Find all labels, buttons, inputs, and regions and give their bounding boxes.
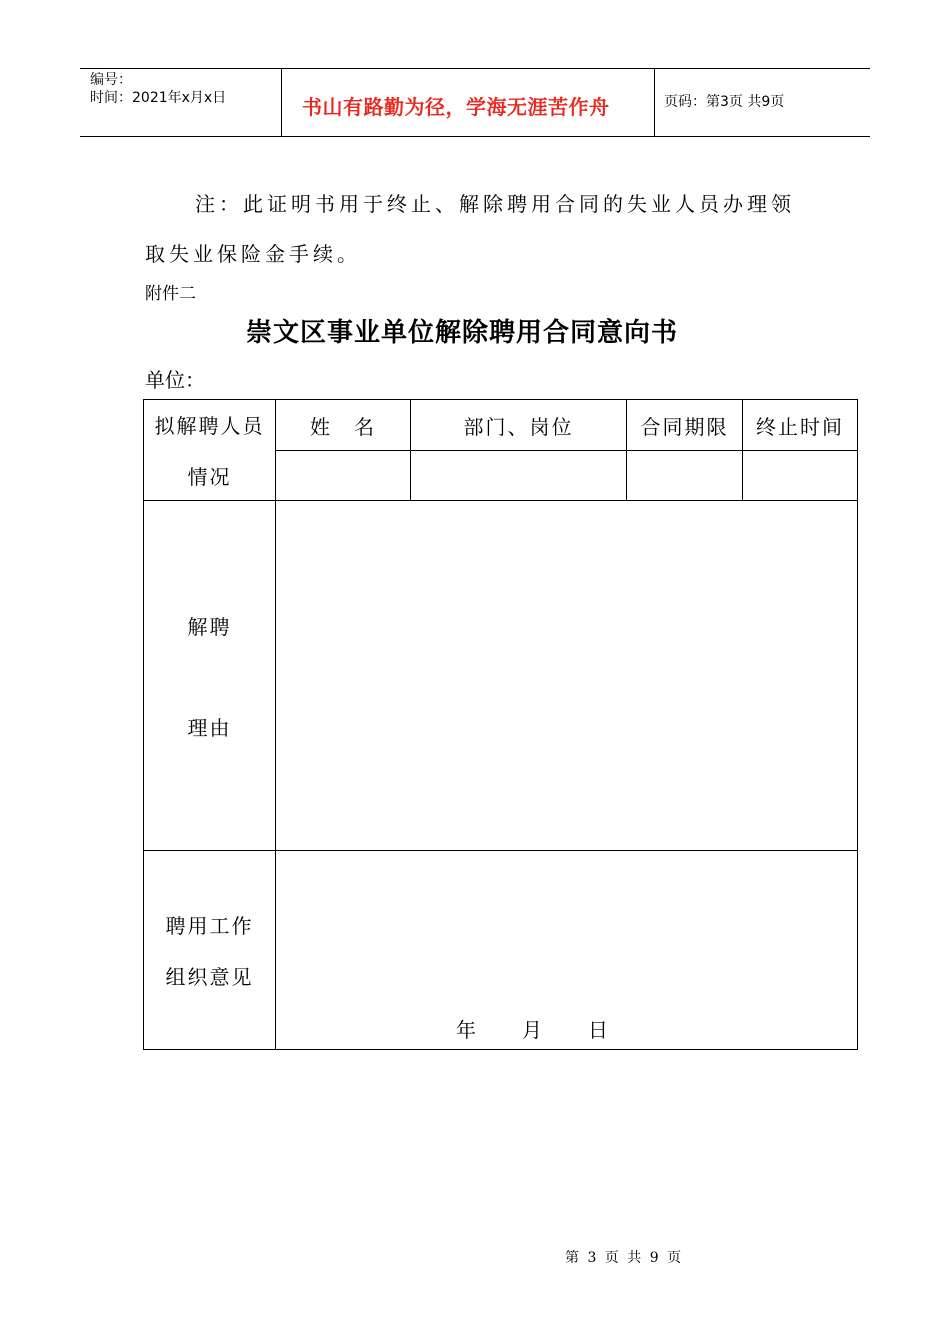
header-bottom-rule — [80, 136, 870, 137]
term-header: 合同期限 — [640, 414, 729, 439]
opinion-label-line1: 聘用工作 — [165, 914, 254, 938]
end-input-cell[interactable] — [743, 451, 858, 501]
term-input-cell[interactable] — [627, 451, 743, 501]
term-header-cell — [627, 400, 743, 451]
opinion-date-line: 年 月 日 — [456, 1018, 610, 1042]
table-header-row — [144, 400, 858, 451]
person-info-label-line2: 情况 — [187, 465, 232, 489]
name-input-cell[interactable] — [276, 451, 411, 501]
person-info-label-cell — [144, 400, 276, 501]
dept-input-cell[interactable] — [411, 451, 627, 501]
note-line-1: 注：此证明书用于终止、解除聘用合同的失业人员办理领 — [195, 192, 795, 216]
end-header-cell — [743, 400, 858, 451]
page-title: 崇文区事业单位解除聘用合同意向书 — [246, 318, 679, 348]
note-line-2: 取失业保险金手续。 — [145, 242, 361, 266]
opinion-label-cell — [144, 851, 276, 1050]
reason-input-cell[interactable] — [276, 501, 858, 851]
header-number-label: 编号： — [90, 72, 132, 88]
dismissal-form-table — [143, 399, 858, 1050]
attachment-label: 附件二 — [145, 284, 196, 304]
header-page-info: 页码：第3页 共9页 — [664, 94, 785, 110]
dept-header-cell — [411, 400, 627, 451]
footer-page-number: 第 3 页 共 9 页 — [565, 1250, 684, 1266]
reason-label-line2: 理由 — [187, 715, 232, 740]
header-divider-right — [654, 68, 655, 136]
opinion-label-line2: 组织意见 — [165, 965, 254, 989]
person-info-label-line1: 拟解聘人员 — [154, 414, 265, 438]
dept-header: 部门、岗位 — [463, 414, 574, 439]
header-time-label: 时间：2021年x月x日 — [90, 90, 227, 106]
opinion-row — [144, 851, 858, 1050]
reason-label-cell — [144, 501, 276, 851]
header-motto: 书山有路勤为径，学海无涯苦作舟 — [302, 95, 610, 119]
end-header: 终止时间 — [756, 414, 844, 439]
reason-row — [144, 501, 858, 851]
reason-label-line1: 解聘 — [187, 614, 232, 639]
name-header: 姓 名 — [310, 414, 376, 439]
opinion-input-cell[interactable] — [276, 851, 858, 1050]
header-divider-left — [281, 68, 282, 136]
unit-label: 单位： — [145, 368, 205, 392]
header-top-rule — [80, 68, 870, 69]
name-header-cell — [276, 400, 411, 451]
